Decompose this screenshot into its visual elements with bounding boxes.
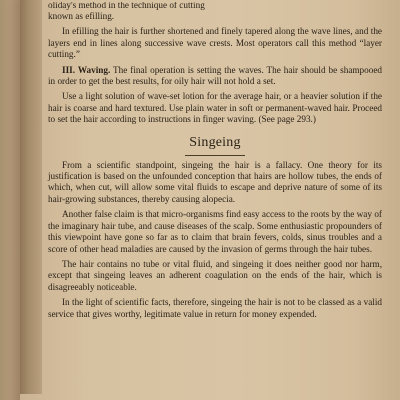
paragraph-singeing-2: Another false claim is that micro-organisms find easy access to the roots by the way of the imaginary hair tube, and cause diseases of the scalp. Some enthusiastic propounders of this viewpoint have gone so far as to claim that brain fevers, colds, sinus troubles and a score of other head maladies are caused by the invasion of germs through the hair tubes. xyxy=(48,209,382,254)
paragraph-efilling: In efilling the hair is further shortened and finely tapered along the wave lines, and the layers end in lines along successive wave crests. Most operators call this method “layer cutting.” xyxy=(48,26,382,60)
section-heading: Singeing xyxy=(189,134,241,150)
paragraph-singeing-4: In the light of scientific facts, therefore, singeing the hair is not to be classed as a valid service that gives worthy, legitimate value in return for money expended. xyxy=(48,297,382,319)
waving-text: The final operation is setting the waves. The hair should be shampooed in order to get the best results, for oily hair will not hold a set. xyxy=(48,64,382,87)
partial-top-line: oliday's method in the technique of cutting xyxy=(48,2,205,10)
page-text xyxy=(48,2,382,320)
paragraph-waving xyxy=(48,65,382,88)
paragraph-lotion: Use a light solution of wave-set lotion for the average hair, or a heavier solution if the hair is coarse and hard textured. Use plain water in soft or permanent-waved hair. Proceed to set the hair according to instructions in finger waving. (See page 293.) xyxy=(48,91,382,125)
page-gutter-shadow xyxy=(20,0,42,394)
paragraph-singeing-1: From a scientific standpoint, singeing the hair is a fallacy. One theory for its justification is based on the unfounded conception that hairs are hollow tubes, the ends of which, when cut, will allow some vital fluids to escape and deprive nature of some of its hair-growing substances, thereby causing alopecia. xyxy=(48,159,382,204)
efilling-line: known as efilling. xyxy=(48,11,115,21)
paragraph-singeing-3: The hair contains no tube or vital fluid, and singeing it does neither good nor harm, except that singeing leaves an adherent coagulation on the ends of the hair, which is disagreeably noticeable. xyxy=(48,258,382,292)
waving-heading: III. Waving. xyxy=(62,64,111,75)
heading-rule xyxy=(185,155,245,156)
